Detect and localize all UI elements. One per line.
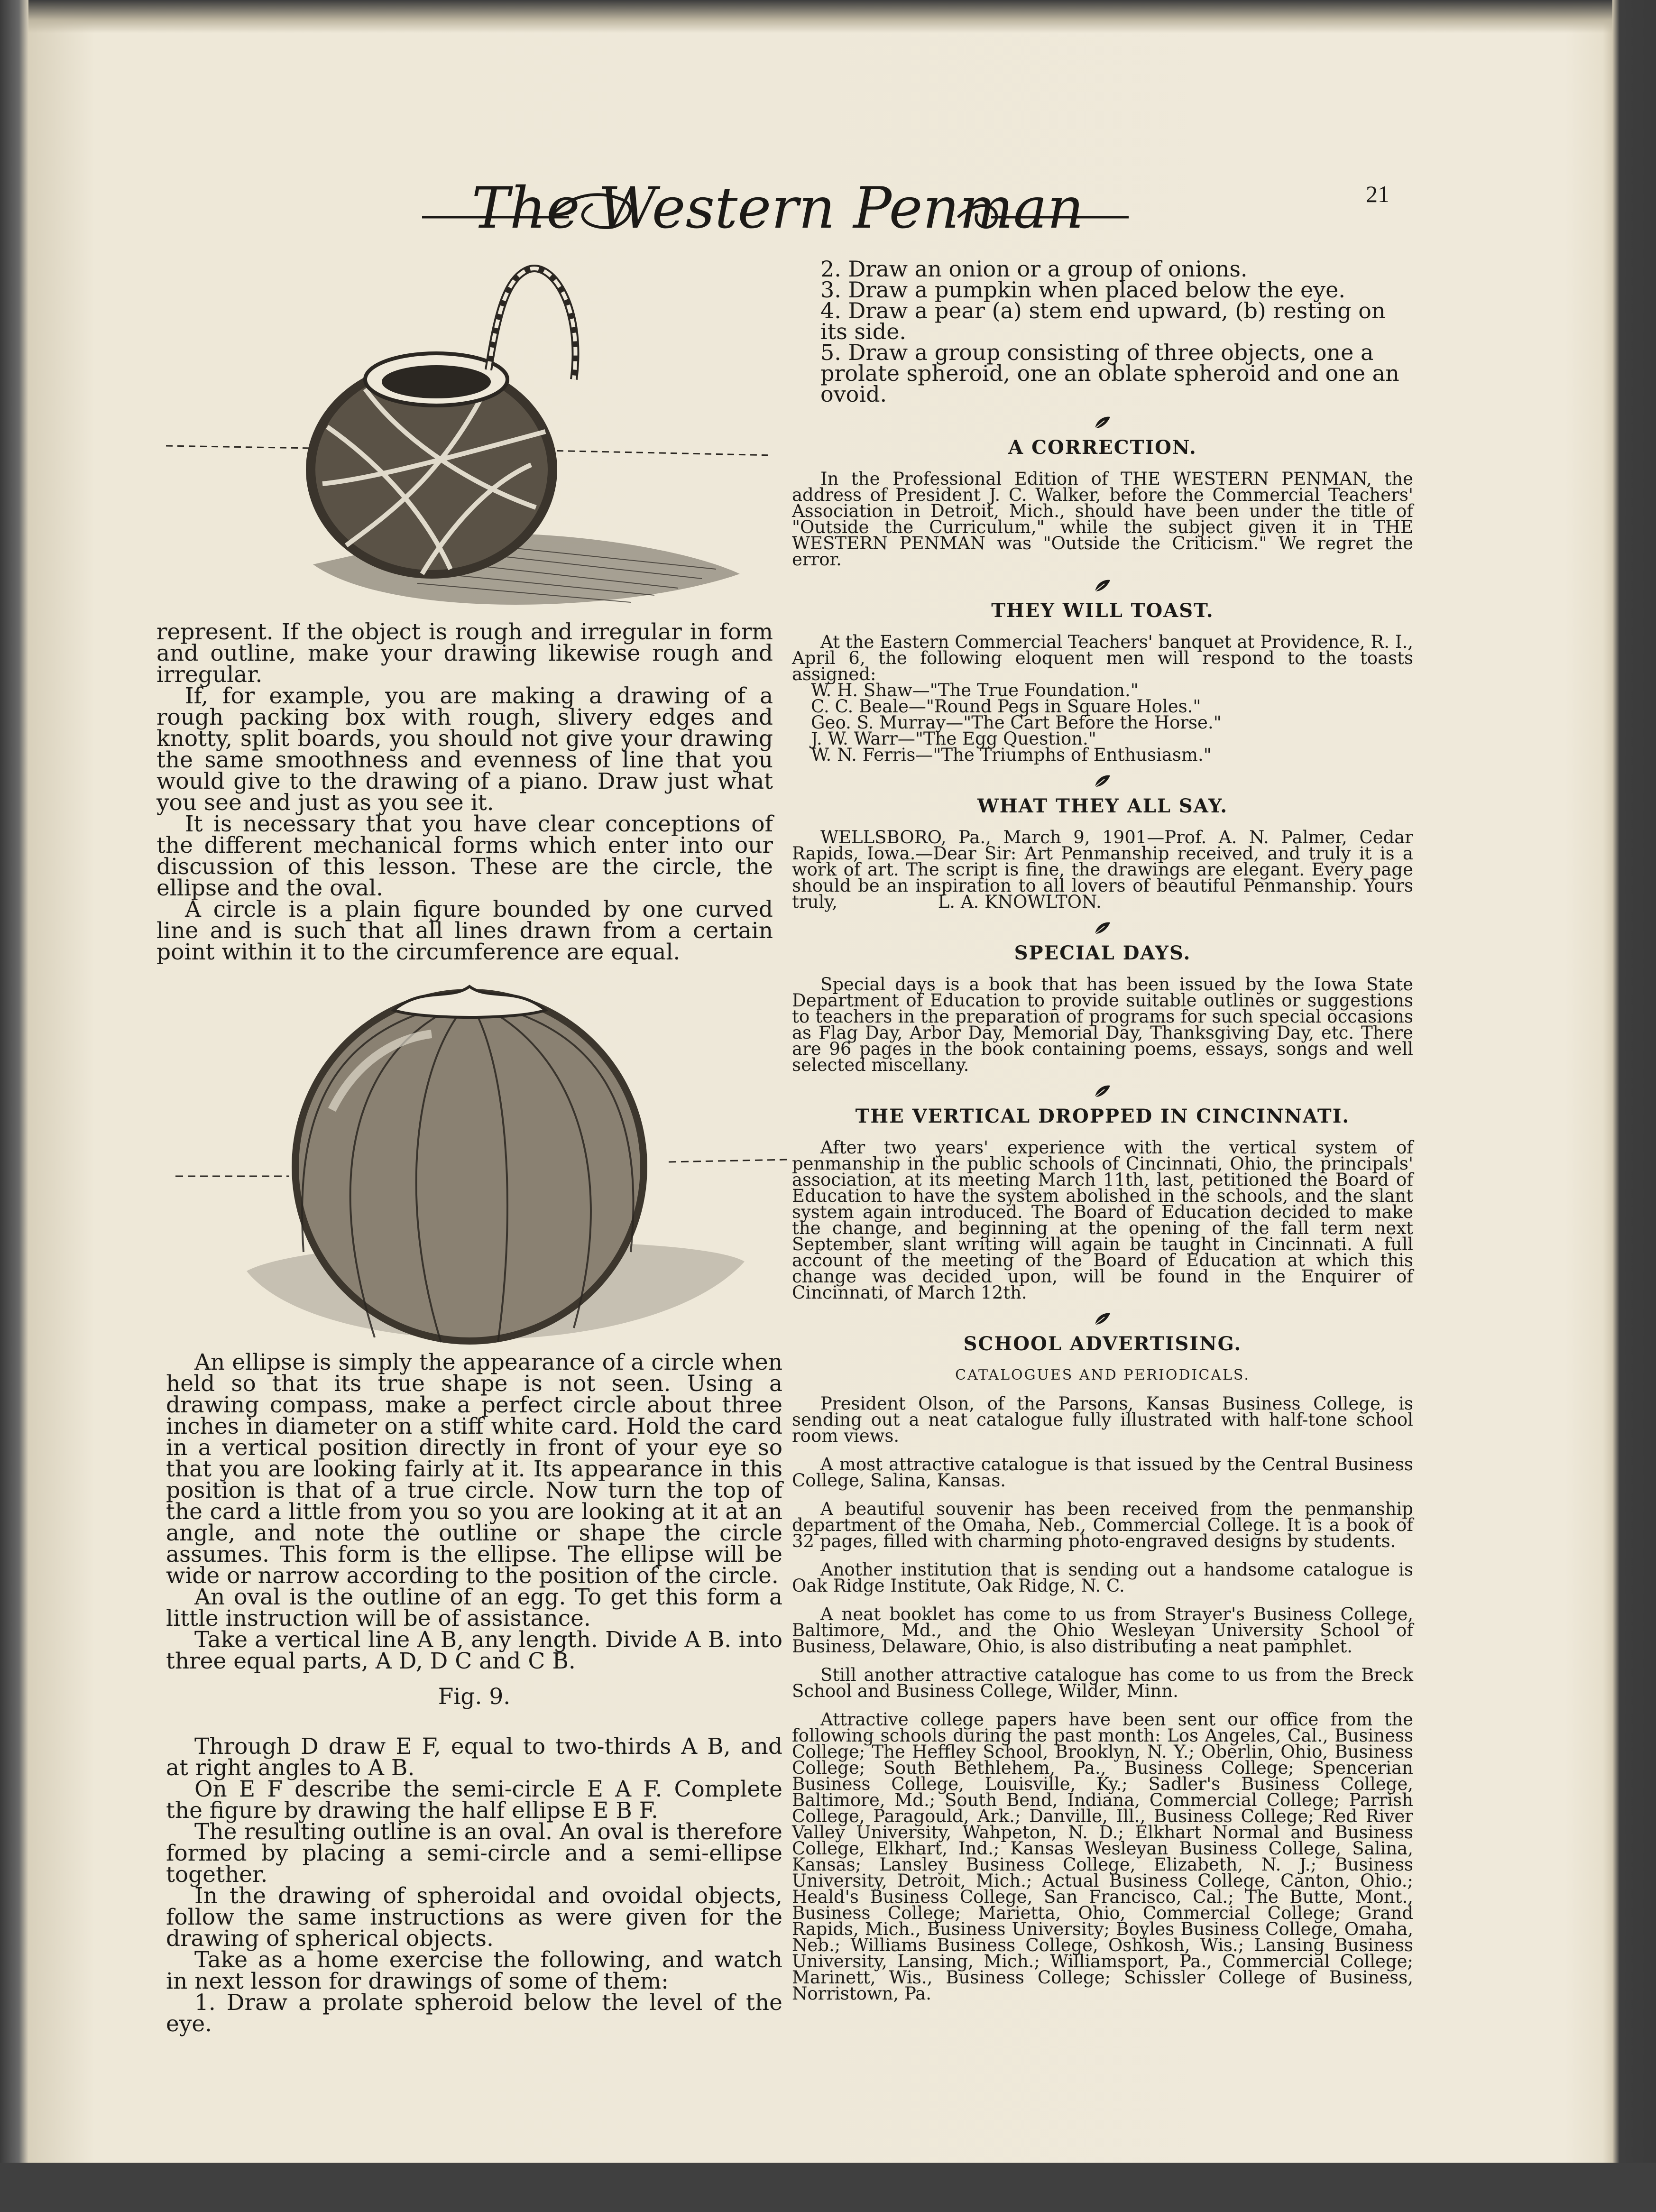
paragraph: A circle is a plain figure bounded by one curved line and is such that all lines drawn from a certain point within it to the circumference are equal.: [156, 896, 773, 965]
jar-illustration: [156, 261, 768, 621]
exercise-item: 3. Draw a pumpkin when placed below the eye.: [820, 277, 1346, 303]
paragraph: [792, 827, 1413, 912]
exercise-item: 1. Draw a prolate spheroid below the level of the eye.: [166, 1990, 782, 2037]
paragraph: In the Professional Edition of THE WESTERN PENMAN, the address of President J. C. Walker, before the Commercial Teachers' Association in Detroit, Mich., should have been under the title of "Outside the Curriculum," while the subject given it in THE WESTERN PENMAN was "Outside the Criticism." We regret the error.: [792, 469, 1413, 570]
page-number: 21: [1366, 181, 1389, 207]
page-top-shadow: [28, 0, 1612, 33]
paragraph: Still another attractive catalogue has come to us from the Breck School and Business College, Wilder, Minn.: [792, 1665, 1413, 1701]
paragraph: An oval is the outline of an egg. To get this form a little instruction will be of assistance.: [166, 1584, 782, 1631]
paragraph: The resulting outline is an oval. An oval is therefore formed by placing a semi-circle and a semi-ellipse together.: [166, 1819, 782, 1888]
toast-item: W. N. Ferris—"The Triumphs of Enthusiasm.": [811, 745, 1212, 765]
section-heading: THEY WILL TOAST.: [991, 599, 1214, 622]
paragraph: Special days is a book that has been issued by the Iowa State Department of Education to provide suitable outlines or suggestions to teachers in the preparation of programs for such special occasions as Flag Day, Arbor Day, Memorial Day, Thanksgiving Day, etc. There are 96 pages in the book containing poems, essays, songs and well selected miscellany.: [792, 974, 1413, 1075]
exercise-item: 4. Draw a pear (a) stem end upward, (b) resting on its side.: [820, 298, 1386, 344]
leaf-ornament-icon: [792, 1083, 1413, 1102]
paragraph: In the drawing of spheroidal and ovoidal objects, follow the same instructions as were given for the drawing of spherical objects.: [166, 1883, 782, 1952]
leaf-ornament-icon: [792, 920, 1413, 939]
toast-item: W. H. Shaw—"The True Foundation.": [811, 680, 1139, 700]
paragraph: On E F describe the semi-circle E A F. Complete the figure by drawing the half ellipse E B F.: [166, 1776, 782, 1824]
masthead-title: The Western Penman: [471, 175, 1084, 241]
left-column-upper: [156, 621, 773, 963]
leaf-ornament-icon: [792, 414, 1413, 433]
right-column: [792, 258, 1413, 2002]
left-column-lower: [166, 1349, 782, 2037]
section-heading: SPECIAL DAYS.: [1014, 942, 1191, 964]
paragraph: An ellipse is simply the appearance of a circle when held so that its true shape is not seen. Using a drawing compass, make a perfect circle about three inches in diameter on a stiff white card. Hold the card in a vertical position directly in front of your eye so that you are looking fairly at it. Its appearance in this position is that of a true circle. Now turn the top of the card a little from you so you are looking at it at an angle, and note the outline or shape the circle assumes. This form is the ellipse. The ellipse will be wide or narrow according to the position of the circle.: [166, 1349, 782, 1589]
paragraph: A beautiful souvenir has been received from the penmanship department of the Omaha, Neb., Commercial College. It is a book of 32 pages, filled with charming photo-engraved designs by students.: [792, 1499, 1413, 1551]
toast-item: Geo. S. Murray—"The Cart Before the Horse.": [811, 712, 1222, 733]
leaf-ornament-icon: [792, 773, 1413, 792]
paragraph: It is necessary that you have clear conceptions of the different mechanical forms which enter into our discussion of this lesson. These are the circle, the ellipse and the oval.: [156, 811, 773, 901]
exercise-item: 2. Draw an onion or a group of onions.: [820, 256, 1248, 282]
section-heading: THE VERTICAL DROPPED IN CINCINNATI.: [855, 1105, 1350, 1127]
paragraph: If, for example, you are making a drawing of a rough packing box with rough, slivery edges and knotty, split boards, you should not give your drawing the same smoothness and evenness of line that you would give to the drawing of a piano. Draw just what you see and just as you see it.: [156, 683, 773, 816]
gourd-illustration: [175, 968, 787, 1361]
leaf-ornament-icon: [792, 577, 1413, 596]
paragraph: Through D draw E F, equal to two-thirds A B, and at right angles to A B.: [166, 1733, 782, 1781]
paragraph: Another institution that is sending out a handsome catalogue is Oak Ridge Institute, Oak Ridge, N. C.: [792, 1559, 1413, 1596]
paragraph: A most attractive catalogue is that issued by the Central Business College, Salina, Kansas.: [792, 1454, 1413, 1491]
leaf-ornament-icon: [792, 1310, 1413, 1329]
section-heading: A CORRECTION.: [1008, 436, 1197, 459]
paragraph: represent. If the object is rough and irregular in form and outline, make your drawing likewise rough and irregular.: [156, 619, 773, 688]
paragraph: Attractive college papers have been sent our office from the following schools during the past month: Los Angeles, Cal., Business College; The Heffley School, Brooklyn, N. Y.; Oberlin, Ohio, Business College; South Bethlehem, Pa., Business College; Spencerian Business College, Louisville, Ky.; Sadler's Business College, Baltimore, Md.; South Bend, Indiana, Commercial College; Parrish College, Paragould, Ark.; Danville, Ill., Business College; Red River Valley University, Wahpeton, N. D.; Elkhart Normal and Business College, Elkhart, Ind.; Kansas Wesleyan Business College, Salina, Kansas; Lansley Business College, Elizabeth, N. J.; Business University, Detroit, Mich.; Actual Business College, Canton, Ohio.; Heald's Business College, San Francisco, Cal.; The Butte, Mont., Business College; Marietta, Ohio, Commercial College; Grand Rapids, Mich., Business University; Boyles Business College, Omaha, Neb.; Williams Business College, Oshkosh, Wis.; Lansing Business University, Lansing, Mich.; Williamsport, Pa., Commercial College; Marinett, Wis., Business College; Schissler College of Business, Norristown, Pa.: [792, 1709, 1413, 2004]
figure-caption: Fig. 9.: [438, 1684, 511, 1710]
page-bottom-shadow: [0, 2163, 1656, 2212]
toast-item: J. W. Warr—"The Egg Question.": [811, 728, 1096, 749]
section-heading: SCHOOL ADVERTISING.: [963, 1333, 1242, 1355]
exercise-item: 5. Draw a group consisting of three objects, one a prolate spheroid, one an oblate spheroid and one an ovoid.: [820, 340, 1399, 407]
paragraph: After two years' experience with the vertical system of penmanship in the public schools of Cincinnati, Ohio, the principals' association, at its meeting March 11th, last, petitioned the Board of Education to have the system abolished in the schools, and the slant system again introduced. The Board of Education decided to make the change, and beginning at the opening of the fall term next September, slant writing will again be taught in Cincinnati. A full account of the meeting of the Board of Education at which this change was decided upon, will be found in the Enquirer of Cincinnati, of March 12th.: [792, 1137, 1413, 1303]
letter-signature: L. A. KNOWLTON.: [938, 892, 1102, 912]
paragraph: At the Eastern Commercial Teachers' banquet at Providence, R. I., April 6, the following eloquent men will respond to the toasts assigned:: [792, 632, 1413, 684]
section-heading: WHAT THEY ALL SAY.: [977, 795, 1228, 817]
paragraph: Take a vertical line A B, any length. Divide A B. into three equal parts, A D, D C and C B.: [166, 1627, 782, 1674]
paragraph: A neat booklet has come to us from Strayer's Business College, Baltimore, Md., and the Ohio Wesleyan University School of Business, Delaware, Ohio, is also distributing a neat pamphlet.: [792, 1604, 1413, 1657]
masthead-logo: [417, 157, 1138, 251]
paragraph: President Olson, of the Parsons, Kansas Business College, is sending out a neat catalogue fully illustrated with half-tone school room views.: [792, 1393, 1413, 1446]
section-subheading: CATALOGUES AND PERIODICALS.: [955, 1367, 1250, 1383]
toast-item: C. C. Beale—"Round Pegs in Square Holes.": [811, 696, 1201, 717]
paragraph: Take as a home exercise the following, and watch in next lesson for drawings of some of them:: [166, 1947, 782, 1994]
letter-body: WELLSBORO, Pa., March 9, 1901—Prof. A. N. Palmer, Cedar Rapids, Iowa.—Dear Sir: Art Penmanship received, and truly it is a work of art. The script is fine, the drawings are elegant. Every page should be an inspiration to all lovers of beautiful Penmanship. Yours truly,: [792, 827, 1413, 912]
